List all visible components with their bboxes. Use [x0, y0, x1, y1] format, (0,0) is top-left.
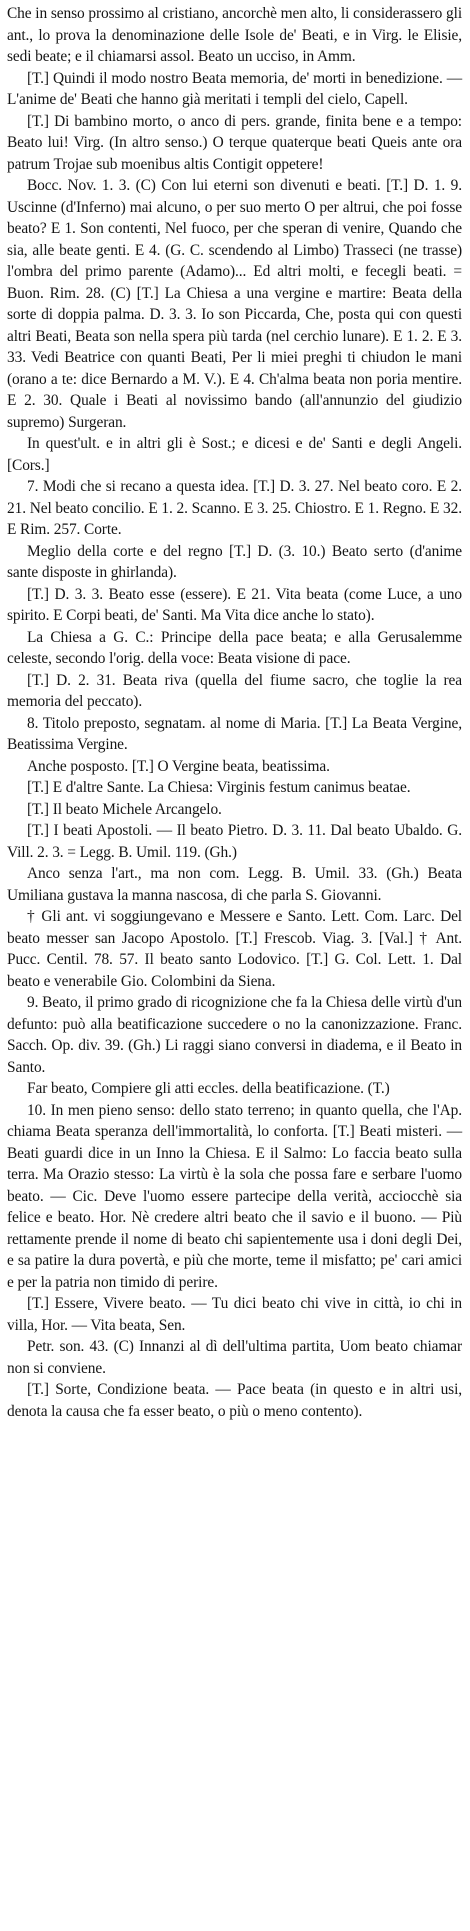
entry-paragraph: [T.] Sorte, Condizione beata. — Pace beata (in questo e in altri usi, denota la causa che fa esser beato, o più o meno contento).: [7, 1381, 462, 1420]
entry-paragraph: [T.] Il beato Michele Arcangelo.: [27, 800, 222, 818]
entry-paragraph: Bocc. Nov. 1. 3. (C) Con lui eterni son divenuti e beati. [T.] D. 1. 9. Uscinne (d'Inferno) mai alcuno, o per suo merto O per altrui, che poi fosse beato? E 1. Son contenti, Nel fuoco, per che speran di venire, Quando che sia, alle beate genti. E 4. (G. C. scendendo al Limbo) Trasseci (ne trasse) l'ombra del primo parente (Adamo)... Ed altri molti, e fecegli beati. = Buon. Rim. 28. (C) [T.] La Chiesa a una vergine e martire: Beata della sorte di doppia palma. D. 3. 3. Io son Piccarda, Che, posta qui con questi altri Beati, Beata son nella spera più tarda (nel cerchio lunare). E 1. 2. E 3. 33. Vedi Beatrice con quanti Beati, Per li miei preghi ti chiudon le mani (orano a te: dice Bernardo a M. V.). E 4. Ch'alma beata non poria mentire. E 2. 30. Quale i Beati al novissimo bando (all'annunzio del giudizio supremo) Surgeran.: [7, 177, 462, 431]
entry-paragraph: † Gli ant. vi soggiungevano e Messere e Santo. Lett. Com. Larc. Del beato messer san Jacopo Apostolo. [T.] Frescob. Viag. 3. [Val.] † Ant. Pucc. Centil. 78. 57. Il beato santo Lodovico. [T.] G. Col. Lett. 1. Dal beato e venerabile Gio. Colombini da Siena.: [7, 908, 462, 990]
entry-paragraph: [T.] Essere, Vivere beato. — Tu dici beato chi vive in città, io chi in villa, Hor. — Vita beata, Sen.: [7, 1295, 462, 1334]
entry-paragraph: 10. In men pieno senso: dello stato terreno; in quanto quella, che l'Ap. chiama Beata speranza dell'immortalità, lo conforta. [T.] Beati misteri. — Beati guardi dice in un Inno la Chiesa. E il Salmo: Lo faccia beato sulla terra. Ma Orazio stesso: La virtù è la sola che possa fare e serbare l'uomo beato. — Cic. Deve l'uomo essere partecipe della verità, acciocchè sia felice e beato. Hor. Nè credere altri beato che il savio e il buono. — Più rettamente prende il nome di beato chi sapientemente usa i doni degli Dei, e sa patire la dura povertà, e più che morte, teme il misfatto; pe' cari amici e per la patria non timido di perire.: [7, 1101, 462, 1291]
entry-paragraph: Far beato, Compiere gli atti eccles. della beatificazione. (T.): [27, 1080, 390, 1097]
entry-paragraph: Anche posposto. [T.] O Vergine beata, beatissima.: [27, 757, 330, 775]
entry-paragraph: [T.] D. 2. 31. Beata riva (quella del fiume sacro, che toglie la rea memoria del peccato).: [7, 671, 462, 710]
entry-paragraph: [T.] Di bambino morto, o anco di pers. grande, finita bene e a tempo: Beato lui! Virg. (In altro senso.) O terque quaterque beati Queis ante ora patrum Trojae sub moenibus altis Contigit oppetere!: [7, 112, 462, 173]
entry-paragraph: In quest'ult. e in altri gli è Sost.; e dicesi e de' Santi e degli Angeli. [Cors.]: [7, 435, 462, 474]
entry-paragraph: Petr. son. 43. (C) Innanzi al dì dell'ultima partita, Uom beato chiamar non si conviene.: [7, 1338, 462, 1377]
entry-paragraph: Meglio della corte e del regno [T.] D. (3. 10.) Beato serto (d'anime sante disposte in ghirlanda).: [7, 542, 462, 581]
entry-paragraph: 7. Modi che si recano a questa idea. [T.] D. 3. 27. Nel beato coro. E 2. 21. Nel beato concilio. E 1. 2. Scanno. E 3. 25. Chiostro. E 1. Regno. E 32. E Rim. 257. Corte.: [7, 478, 462, 538]
entry-paragraph: [T.] E d'altre Sante. La Chiesa: Virginis festum canimus beatae.: [27, 779, 411, 796]
entry-paragraph: La Chiesa a G. C.: Principe della pace beata; e alla Gerusalemme celeste, secondo l'orig. della voce: Beata visione di pace.: [7, 628, 462, 667]
entry-paragraph: 8. Titolo preposto, segnatam. al nome di Maria. [T.] La Beata Vergine, Beatissima Vergine.: [7, 714, 462, 753]
entry-paragraph: [T.] D. 3. 3. Beato esse (essere). E 21. Vita beata (come Luce, a uno spirito. E Corpi beati, de' Santi. Ma Vita dice anche lo stato).: [7, 585, 462, 624]
entry-paragraph: [T.] Quindi il modo nostro Beata memoria, de' morti in benedizione. — L'anime de' Beati che hanno già meritati i templi del cielo, Capell.: [7, 69, 462, 108]
entry-paragraph: Anco senza l'art., ma non com. Legg. B. Umil. 33. (Gh.) Beata Umiliana gustava la manna nascosa, di che parla S. Giovanni.: [7, 865, 462, 904]
entry-paragraph: [T.] I beati Apostoli. — Il beato Pietro. D. 3. 11. Dal beato Ubaldo. G. Vill. 2. 3. = Legg. B. Umil. 119. (Gh.): [7, 822, 462, 861]
entry-paragraph: 9. Beato, il primo grado di ricognizione che fa la Chiesa delle virtù d'un defunto: può alla beatificazione succedere o no la canonizzazione. Franc. Sacch. Op. div. 39. (Gh.) Li raggi siano conversi in diadema, e il Beato in Santo.: [7, 994, 462, 1076]
entry-paragraph: Che in senso prossimo al cristiano, ancorchè men alto, li considerassero gli ant., lo prova la denominazione delle Isole de' Beati, e in Virg. le Elisie, sedi beate; e il chiamarsi assol. Beato un ucciso, in Amm.: [7, 5, 462, 65]
